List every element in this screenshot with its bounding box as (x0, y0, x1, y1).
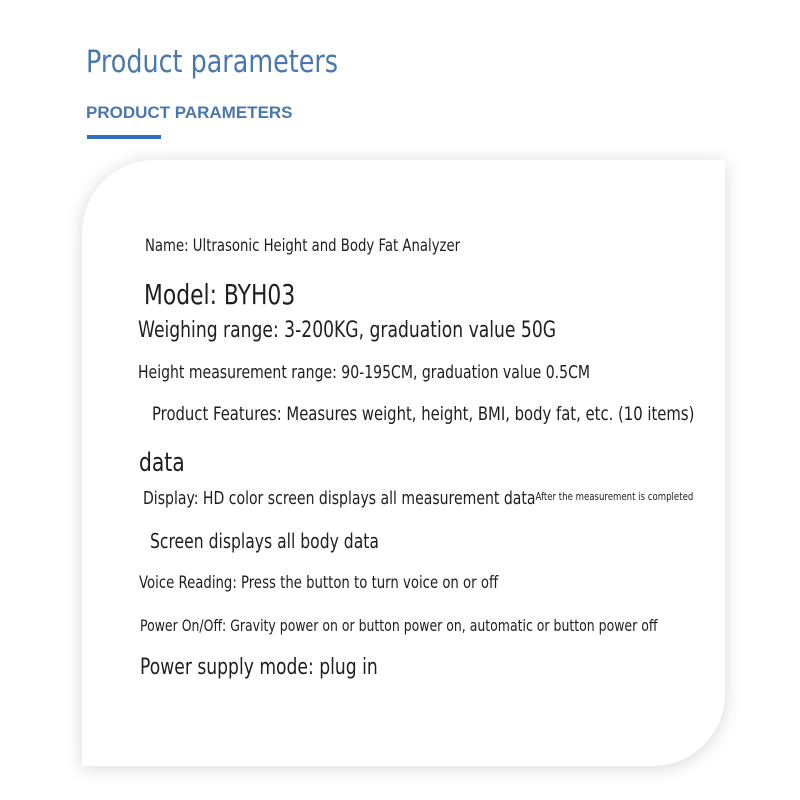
param-display (143, 488, 693, 509)
param-height-range: Height measurement range: 90-195CM, graduation value 0.5CM (138, 362, 590, 383)
param-features: Product Features: Measures weight, height, BMI, body fat, etc. (10 items) (152, 403, 695, 425)
param-features-continued: data (139, 448, 185, 478)
param-voice: Voice Reading: Press the button to turn voice on or off (139, 573, 499, 593)
title-underline (87, 135, 161, 139)
param-display-text: Display: HD color screen displays all measurement data (143, 488, 536, 509)
param-weighing-range: Weighing range: 3-200KG, graduation value 50G (138, 318, 557, 343)
param-supply: Power supply mode: plug in (140, 655, 378, 680)
param-name: Name: Ultrasonic Height and Body Fat Analyzer (145, 236, 461, 256)
page-title: Product parameters (86, 44, 339, 80)
param-display-note: After the measurement is completed (535, 490, 694, 503)
param-screen: Screen displays all body data (150, 529, 379, 553)
page-subtitle: PRODUCT PARAMETERS (86, 103, 293, 122)
param-power: Power On/Off: Gravity power on or button power on, automatic or button power off (140, 616, 658, 635)
param-model: Model: BYH03 (144, 278, 296, 311)
